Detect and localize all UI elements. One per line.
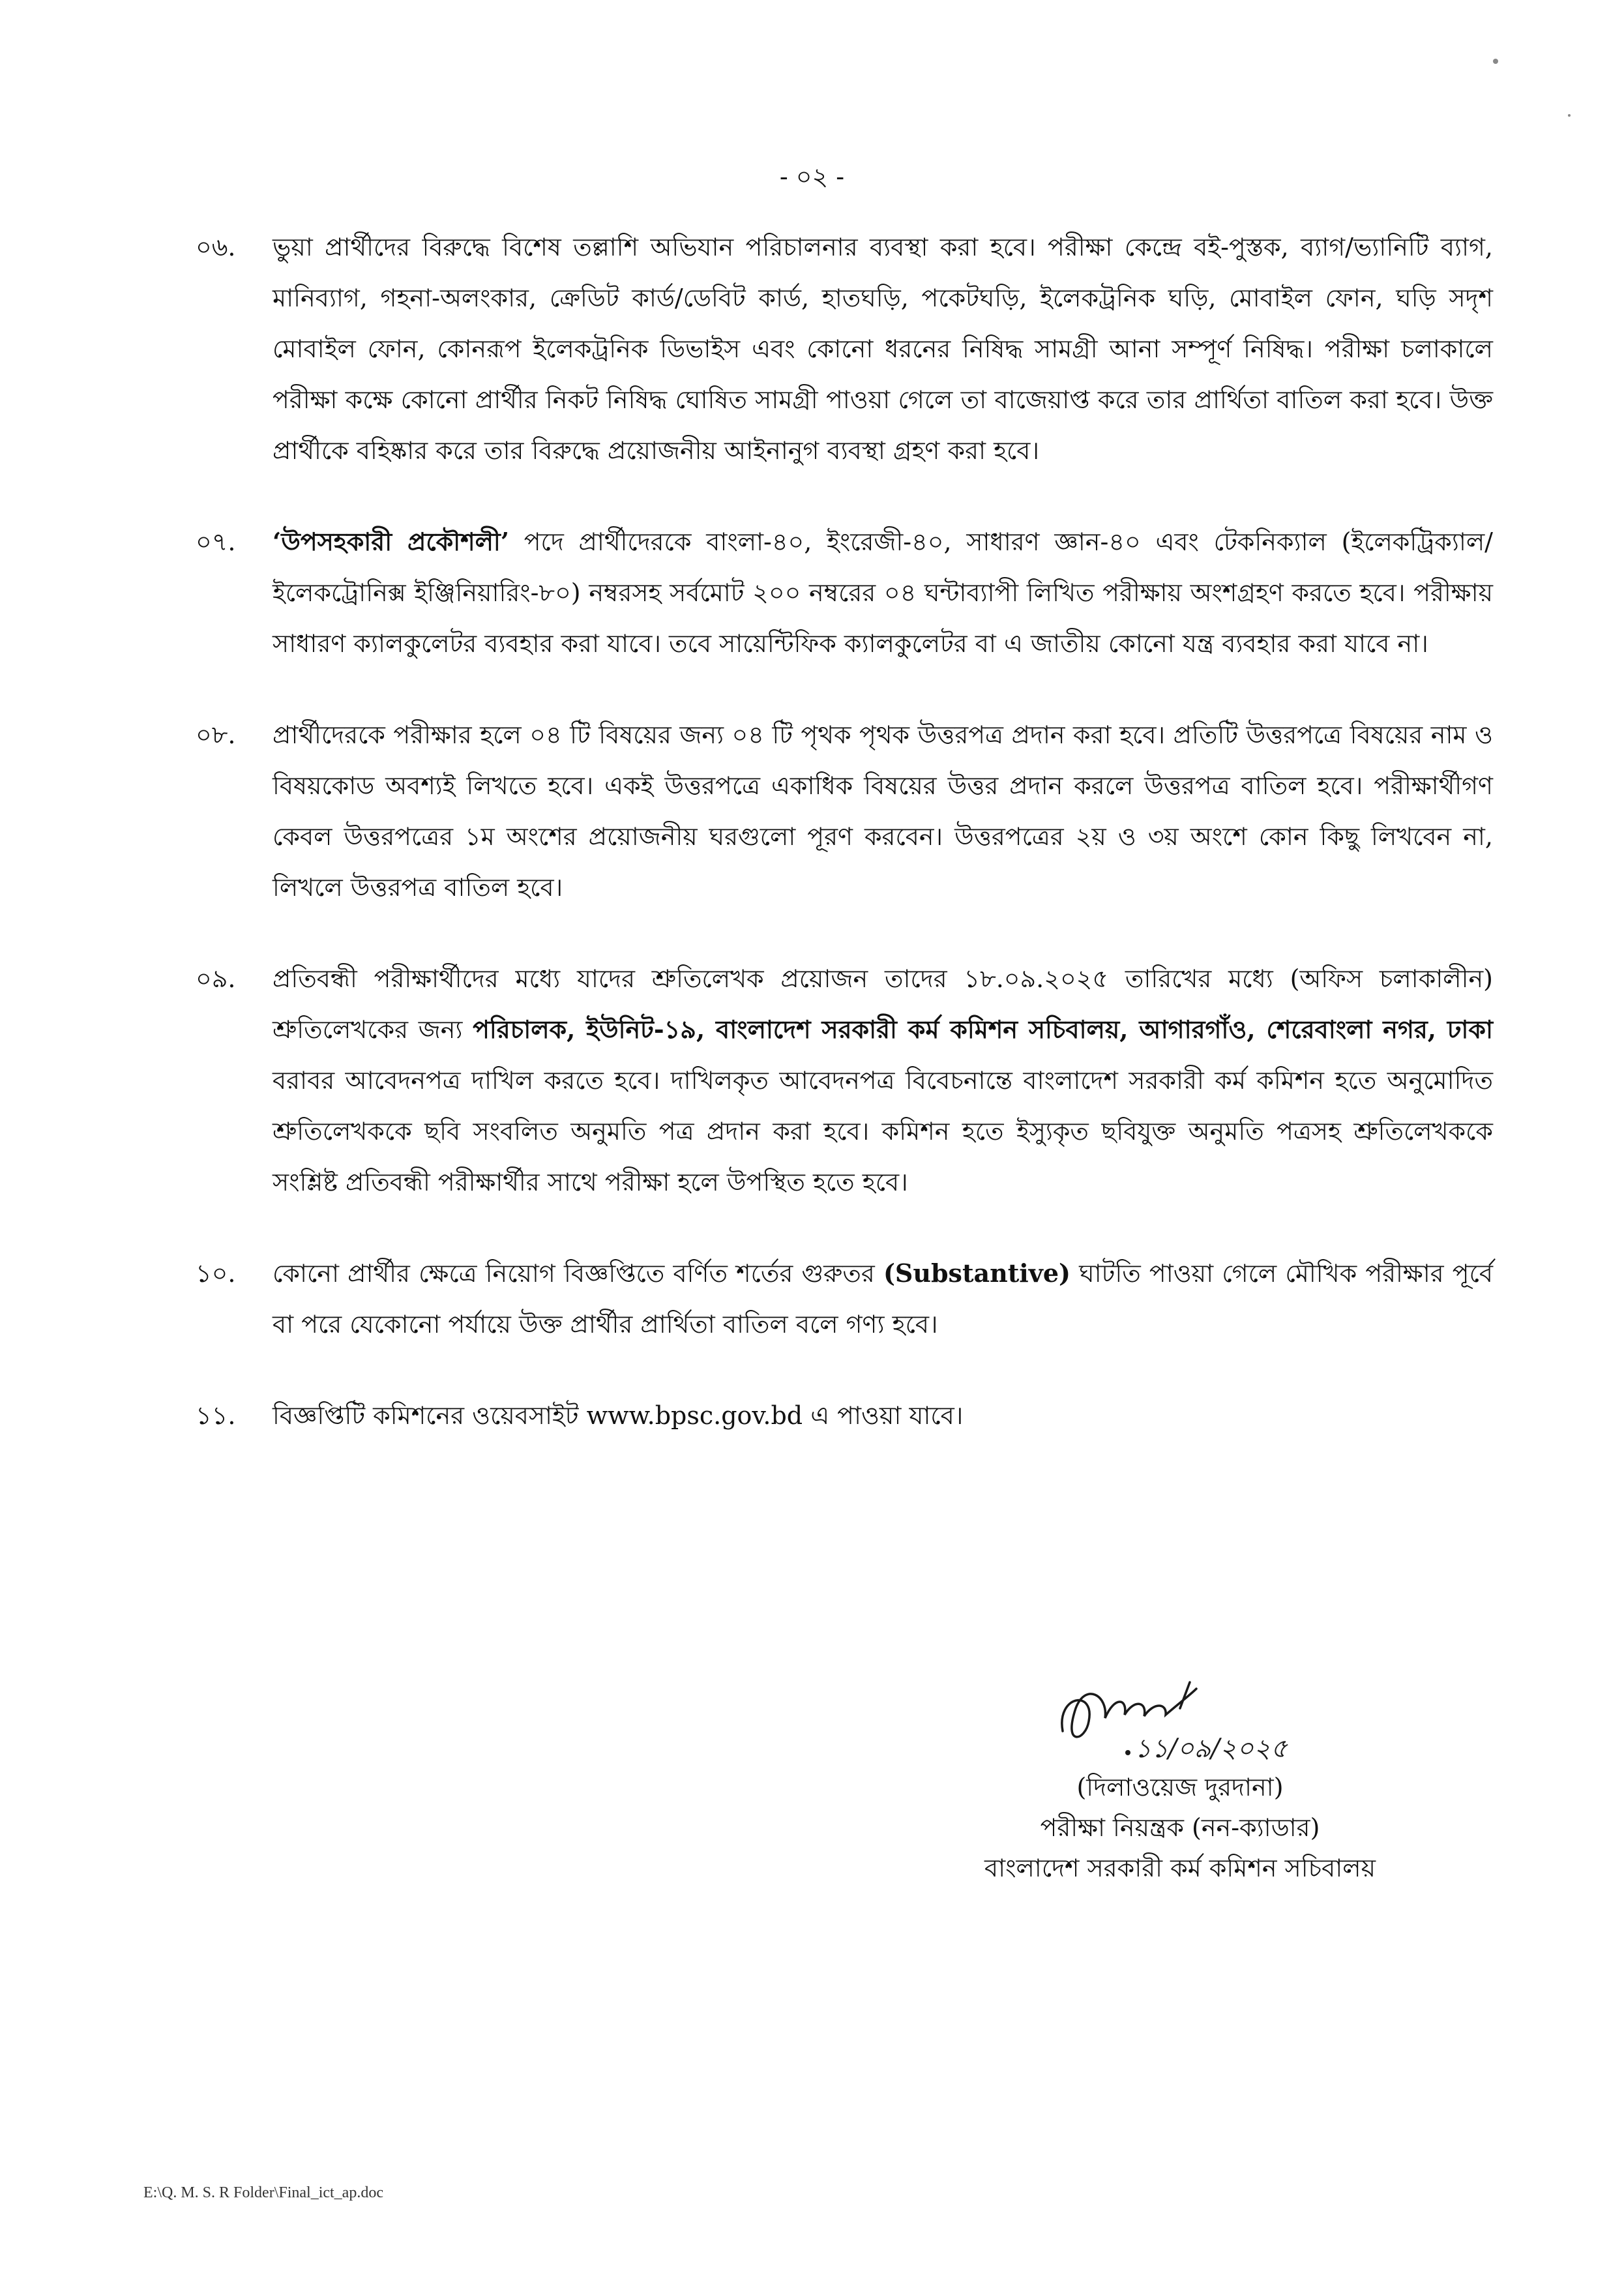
item-text	[273, 1248, 1493, 1350]
numbered-instructions	[196, 222, 1493, 1481]
item-number: ০৯.	[196, 964, 236, 993]
scan-speck	[1493, 59, 1498, 64]
instruction-item	[196, 953, 1493, 1208]
item-number: ০৭.	[196, 527, 236, 556]
item-number: ০৬.	[196, 233, 236, 261]
instruction-item	[196, 1390, 1493, 1441]
signatory-name: (দিলাওয়েজ দুরদানা)	[1076, 1773, 1284, 1802]
item-text-segment: পদে প্রার্থীদেরকে বাংলা-৪০, ইংরেজী-৪০, সাধারণ জ্ঞান-৪০ এবং টেকনিক্যাল (ইলেকট্রিক্যাল/ ইলেকট্রোনিক্স ইঞ্জিনিয়ারিং-৮০) নম্বরসহ সর্বমোট ২০০ নম্বরের ০৪ ঘন্টাব্যাপী লিখিত পরীক্ষায় অংশগ্রহণ করতে হবে। পরীক্ষায় সাধারণ ক্যালকুলেটর ব্যবহার করা যাবে। তবে সায়েন্টিফিক ক্যালকুলেটর বা এ জাতীয় কোনো যন্ত্র ব্যবহার করা যাবে না।	[273, 527, 1493, 658]
item-text-bold: (Substantive)	[883, 1258, 1070, 1288]
signature-block	[913, 1669, 1447, 1888]
signature-mark	[913, 1669, 1447, 1767]
signatory-designation: পরীক্ষা নিয়ন্ত্রক (নন-ক্যাডার)	[1040, 1813, 1320, 1842]
instruction-item	[196, 709, 1493, 913]
item-text-segment: ভুয়া প্রার্থীদের বিরুদ্ধে বিশেষ তল্লাশি অভিযান পরিচালনার ব্যবস্থা করা হবে। পরীক্ষা কেন্দ্রে বই-পুস্তক, ব্যাগ/ভ্যানিটি ব্যাগ, মানিব্যাগ, গহনা-অলংকার, ক্রেডিট কার্ড/ডেবিট কার্ড, হাতঘড়ি, পকেটঘড়ি, ইলেকট্রনিক ঘড়ি, মোবাইল ফোন, ঘড়ি সদৃশ মোবাইল ফোন, কোনরূপ ইলেকট্রনিক ডিভাইস এবং কোনো ধরনের নিষিদ্ধ সামগ্রী আনা সম্পূর্ণ নিষিদ্ধ। পরীক্ষা চলাকালে পরীক্ষা কক্ষে কোনো প্রার্থীর নিকট নিষিদ্ধ ঘোষিত সামগ্রী পাওয়া গেলে তা বাজেয়াপ্ত করে তার প্রার্থিতা বাতিল করা হবে। উক্ত প্রার্থীকে বহিষ্কার করে তার বিরুদ্ধে প্রয়োজনীয় আইনানুগ ব্যবস্থা গ্রহণ করা হবে।	[273, 233, 1493, 465]
item-text-segment: বরাবর আবেদনপত্র দাখিল করতে হবে। দাখিলকৃত আবেদনপত্র বিবেচনান্তে বাংলাদেশ সরকারী কর্ম কমিশন হতে অনুমোদিত শ্রুতিলেখককে ছবি সংবলিত অনুমতি পত্র প্রদান করা হবে। কমিশন হতে ইস্যুকৃত ছবিযুক্ত অনুমতি পত্রসহ শ্রুতিলেখককে সংশ্লিষ্ট প্রতিবন্ধী পরীক্ষার্থীর সাথে পরীক্ষা হলে উপস্থিত হতে হবে।	[273, 1066, 1493, 1196]
item-number: ১০.	[196, 1259, 236, 1288]
scan-speck	[1568, 114, 1571, 117]
item-number: ০৮.	[196, 720, 236, 749]
item-text-segment: বিজ্ঞপ্তিটি কমিশনের ওয়েবসাইট www.bpsc.gov.bd এ পাওয়া যাবে।	[273, 1401, 964, 1430]
instruction-item	[196, 222, 1493, 476]
page-number: - ০২ -	[779, 162, 845, 191]
handwritten-signature-icon	[1050, 1669, 1323, 1767]
item-text-segment: ঘাটতি পাওয়া গেলে মৌখিক পরীক্ষার পূর্বে বা পরে যেকোনো পর্যায়ে উক্ত প্রার্থীর প্রার্থিতা বাতিল বলে গণ্য হবে।	[273, 1259, 1494, 1339]
item-text	[273, 516, 1493, 669]
item-text	[273, 709, 1493, 913]
item-text-bold: ‘উপসহকারী প্রকৌশলী’	[273, 527, 509, 556]
item-text-bold: পরিচালক, ইউনিট-১৯, বাংলাদেশ সরকারী কর্ম কমিশন সচিবালয়, আগারগাঁও, শেরেবাংলা নগর, ঢাকা	[473, 1015, 1493, 1044]
item-text-segment: প্রতিবন্ধী পরীক্ষার্থীদের মধ্যে যাদের শ্রুতিলেখক প্রয়োজন তাদের ১৮.০৯.২০২৫ তারিখের মধ্যে (অফিস চলাকালীন) শ্রুতিলেখকের জন্য	[273, 964, 1493, 1044]
instruction-item	[196, 1248, 1493, 1350]
footer-file-path: E:\Q. M. S. R Folder\Final_ict_ap.doc	[143, 2184, 383, 2201]
item-text	[273, 222, 1493, 476]
signatory-office: বাংলাদেশ সরকারী কর্ম কমিশন সচিবালয়	[984, 1854, 1376, 1882]
item-text-segment: কোনো প্রার্থীর ক্ষেত্রে নিয়োগ বিজ্ঞপ্তিতে বর্ণিত শর্তের গুরুতর	[273, 1259, 883, 1288]
item-number: ১১.	[196, 1401, 236, 1430]
instruction-item	[196, 516, 1493, 669]
item-text	[273, 1390, 1493, 1441]
item-text	[273, 953, 1493, 1208]
signature-date: ১১/০৯/২০২৫	[1134, 1734, 1288, 1764]
item-text-segment: প্রার্থীদেরকে পরীক্ষার হলে ০৪ টি বিষয়ের জন্য ০৪ টি পৃথক পৃথক উত্তরপত্র প্রদান করা হবে। প্রতিটি উত্তরপত্রে বিষয়ের নাম ও বিষয়কোড অবশ্যই লিখতে হবে। একই উত্তরপত্রে একাধিক বিষয়ের উত্তর প্রদান করলে উত্তরপত্র বাতিল হবে। পরীক্ষার্থীগণ কেবল উত্তরপত্রের ১ম অংশের প্রয়োজনীয় ঘরগুলো পূরণ করবেন। উত্তরপত্রের ২য় ও ৩য় অংশে কোন কিছু লিখবেন না, লিখলে উত্তরপত্র বাতিল হবে।	[273, 720, 1493, 902]
